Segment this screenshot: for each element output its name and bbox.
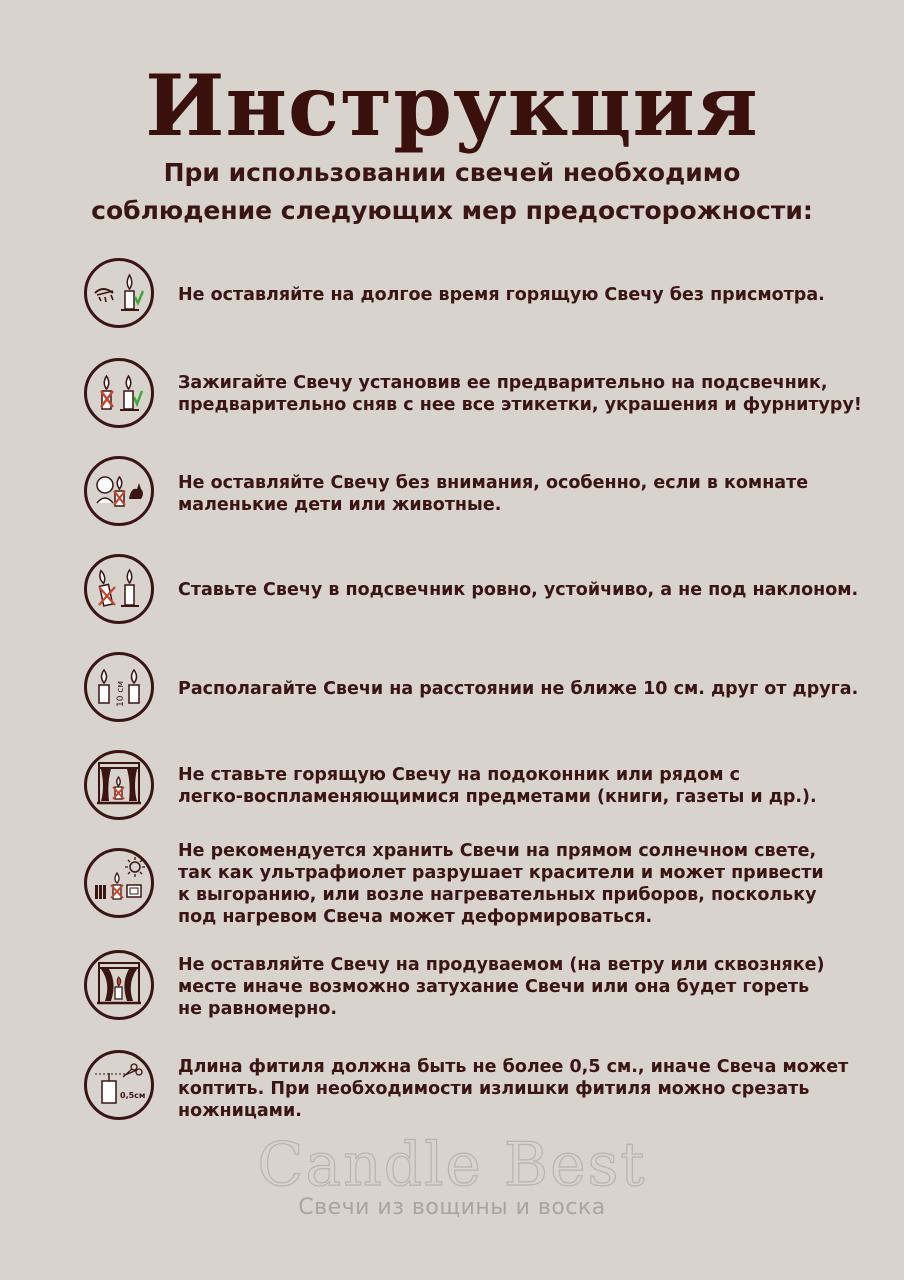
candle-holder-icon [84,358,154,428]
wick-length-label: 0,5см [120,1091,146,1100]
subtitle-line-1: При использовании свечей необходимо [163,158,741,187]
wick-scissors-icon [84,1050,154,1120]
instruction-item [0,841,904,938]
candle-distance-icon [84,652,154,722]
instruction-text: Ставьте Свечу в подсвечник ровно, устойчиво, а не под наклоном. [178,580,859,600]
window-sill-candle-icon [84,750,154,820]
instruction-item [0,554,904,644]
brand-tagline: Свечи из вощины и воска [298,1195,606,1220]
instruction-text: Зажигайте Свечу установив ее предварительно на подсвечник, предварительно сняв с нее все этикетки, украшения и фурнитуру! [178,373,862,415]
instruction-text: Располагайте Свечи на расстоянии не ближе 10 см. друг от друга. [178,679,859,699]
instruction-text: Не оставляйте Свечу без внимания, особенно, если в комнате маленькие дети или животные. [178,473,809,515]
instruction-item [0,652,904,742]
instruction-text: Не ставьте горящую Свечу на подоконник или рядом с легко-воспламеняющимися предметами (книги, газеты и др.). [178,765,817,807]
instruction-item [0,358,904,448]
subtitle-line-2: соблюдение следующих мер предосторожности: [91,196,813,225]
page-subtitle [0,154,904,230]
draft-candle-icon [84,950,154,1020]
distance-label: 10 см [116,680,126,707]
brand-logo: Candle Best [257,1130,647,1200]
instruction-item [0,750,904,840]
instruction-item [0,258,904,348]
sun-heater-candle-icon [84,848,154,918]
instruction-text: Длина фитиля должна быть не более 0,5 см., иначе Свеча может коптить. При необходимости излишки фитиля можно срезать ножницами. [178,1057,849,1121]
instruction-item [0,456,904,546]
instruction-text: Не рекомендуется хранить Свечи на прямом солнечном свете, так как ультрафиолет разрушает красители и может привести к выгоранию, или возле нагревательных приборов, поскольку под нагревом Свеча может деформироваться. [178,841,824,927]
upright-candle-icon [84,554,154,624]
page-title: Инструкция [145,56,759,155]
child-pet-candle-icon [84,456,154,526]
instruction-item [0,1050,904,1140]
instruction-item [0,950,904,1040]
unattended-candle-icon [84,258,154,328]
instruction-text: Не оставляйте на долгое время горящую Свечу без присмотра. [178,285,825,305]
instruction-text: Не оставляйте Свечу на продуваемом (на ветру или сквозняке) месте иначе возможно затухание Свечи или она будет гореть не равномерно. [178,955,825,1019]
